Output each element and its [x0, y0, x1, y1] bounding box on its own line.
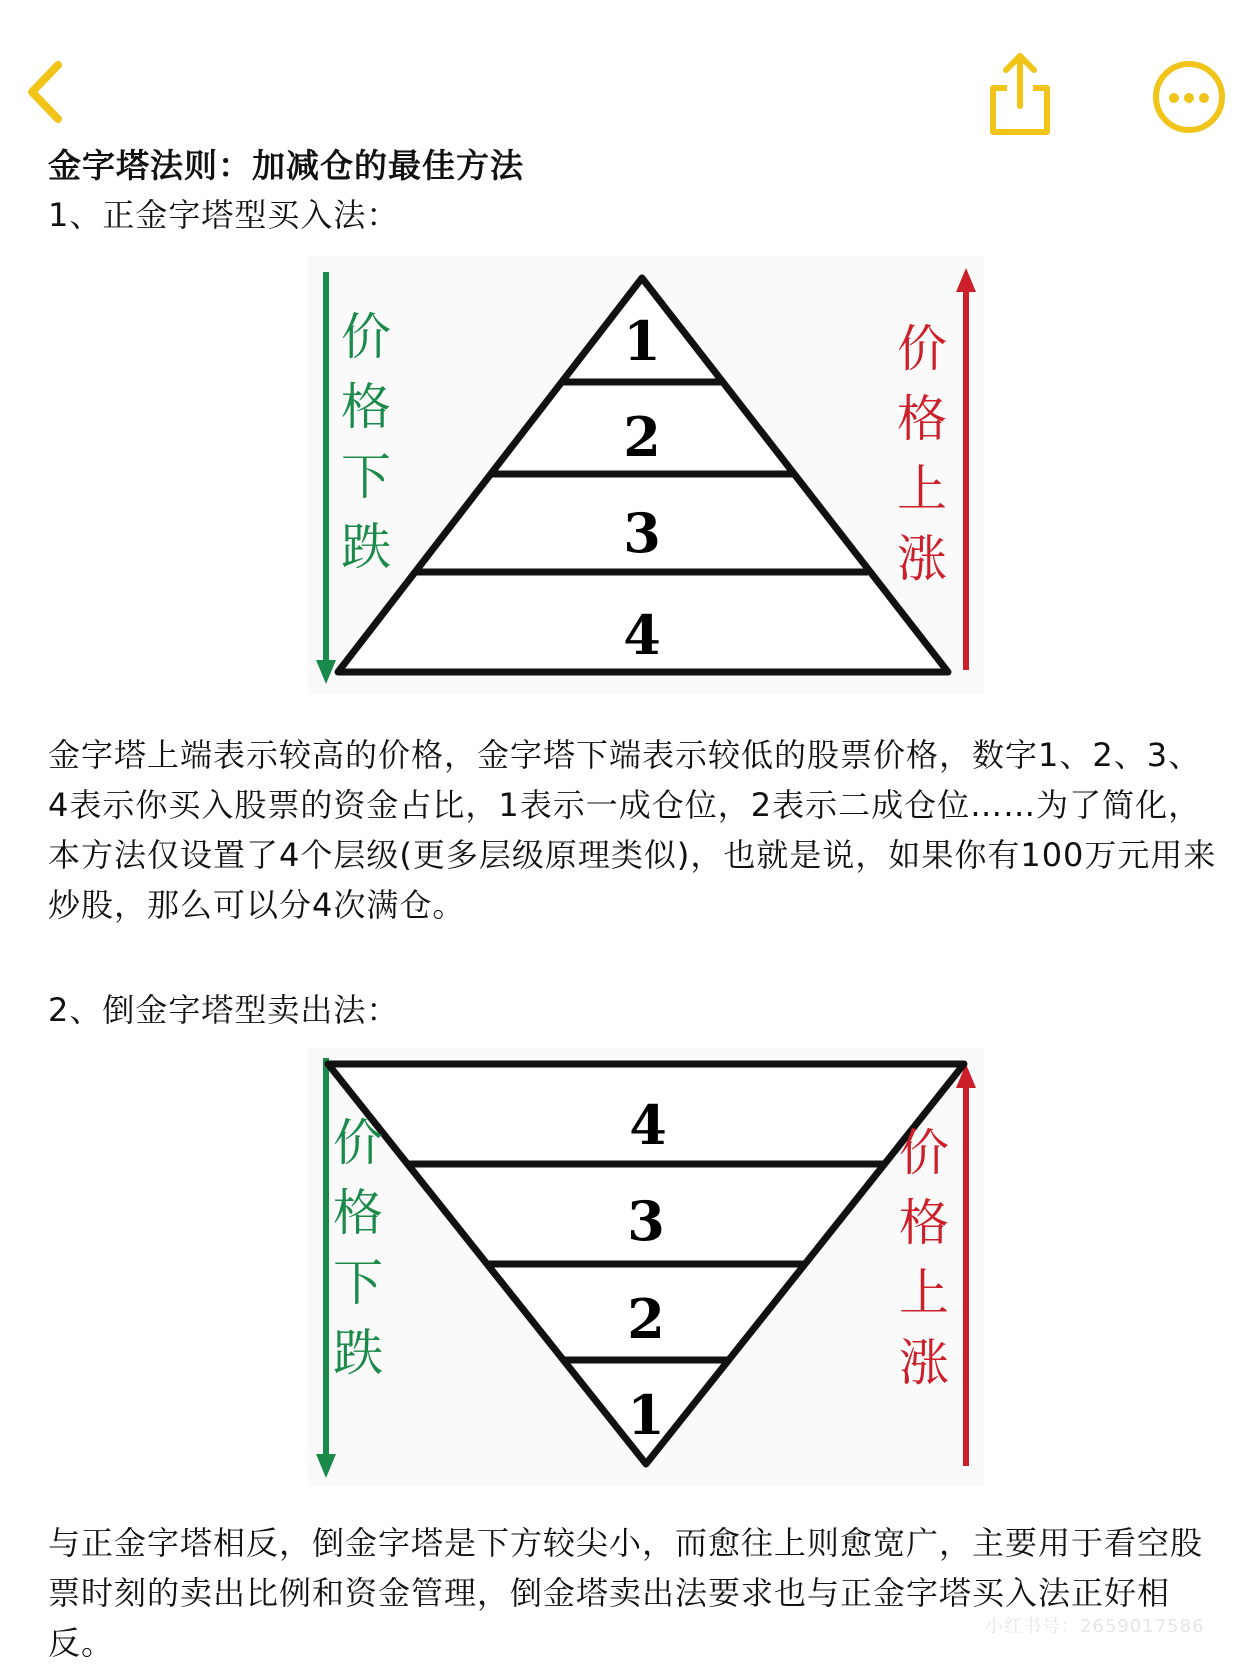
price-down-label: 格: [341, 378, 391, 436]
level-number: 2: [627, 1287, 665, 1351]
more-horizontal-icon: [1150, 58, 1228, 136]
price-down-label: 跌: [333, 1324, 383, 1382]
level-number: 4: [623, 603, 661, 667]
price-down-label: 价: [333, 1114, 383, 1172]
level-number: 3: [627, 1189, 665, 1253]
price-down-label: 下: [341, 448, 391, 506]
chevron-left-icon: [22, 55, 82, 135]
note-title: 金字塔法则：加减仓的最佳方法: [48, 146, 524, 185]
inverted-pyramid-sell-diagram: [308, 1048, 984, 1486]
price-up-label: 涨: [897, 530, 947, 588]
price-up-label: 价: [897, 320, 947, 378]
price-down-label: 格: [333, 1184, 383, 1242]
section2-heading: 2、倒金字塔型卖出法：: [48, 991, 400, 1029]
level-number: 1: [627, 1383, 665, 1447]
level-number: 2: [623, 405, 661, 469]
share-button[interactable]: [985, 50, 1055, 140]
pyramid-buy-diagram: [308, 256, 984, 694]
price-up-label: 上: [897, 460, 947, 518]
level-number: 4: [629, 1093, 667, 1157]
price-up-label: 上: [899, 1264, 949, 1322]
price-down-label: 跌: [341, 518, 391, 576]
more-button[interactable]: [1150, 58, 1228, 136]
price-up-label: 涨: [899, 1334, 949, 1392]
price-up-label: 格: [899, 1194, 949, 1252]
section1-text: 金字塔上端表示较高的价格，金字塔下端表示较低的股票价格，数字1、2、3、4表示你买入股票的资金占比，1表示一成仓位，2表示二成仓位……为了简化，本方法仅设置了4个层级(更多层级原理类似)，也就是说，如果你有100万元用来炒股，那么可以分4次满仓。: [48, 736, 1217, 924]
price-down-label: 价: [341, 308, 391, 366]
back-button[interactable]: [22, 55, 82, 135]
watermark: 小红书号：2659017586: [985, 1616, 1205, 1637]
section2-text: 与正金字塔相反，倒金字塔是下方较尖小，而愈往上则愈宽广，主要用于看空股票时刻的卖出比例和资金管理，倒金塔卖出法要求也与正金字塔买入法正好相反。: [48, 1524, 1204, 1662]
share-icon: [985, 50, 1055, 140]
price-up-label: 格: [897, 390, 947, 448]
top-bar: [0, 0, 1242, 150]
price-down-label: 下: [333, 1254, 383, 1312]
level-number: 3: [623, 501, 661, 565]
section1-heading: 1、正金字塔型买入法：: [48, 196, 400, 234]
price-up-label: 价: [899, 1124, 949, 1182]
level-number: 1: [623, 309, 661, 373]
